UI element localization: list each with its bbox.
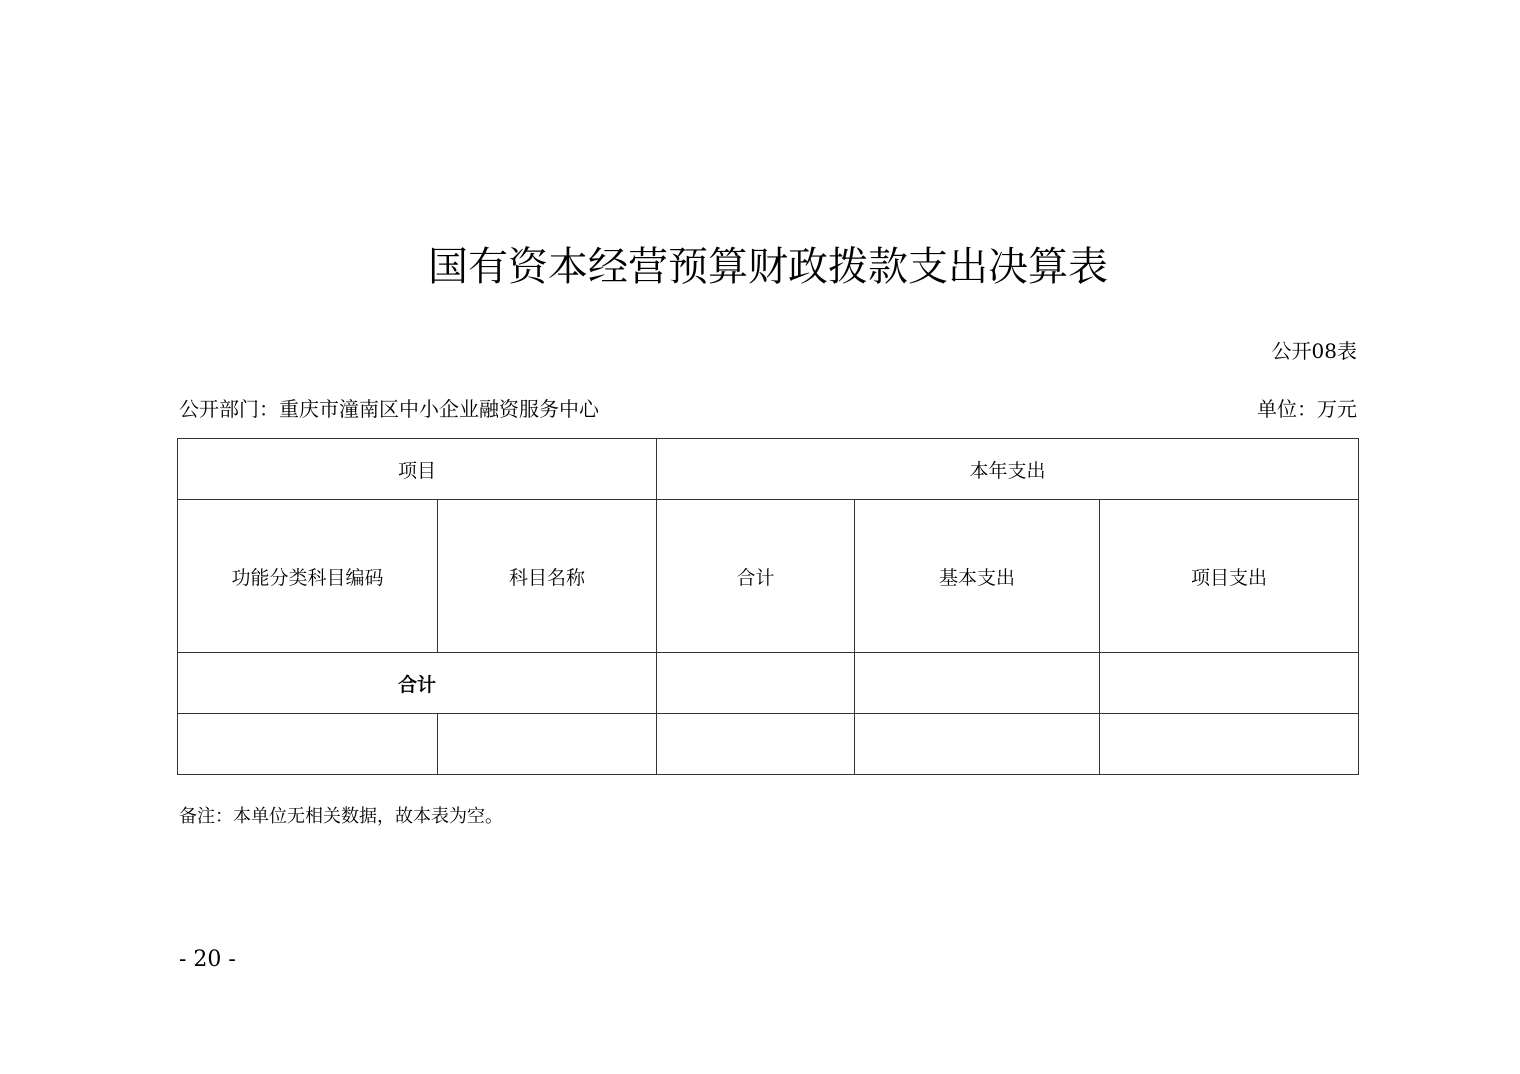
row-subject-name xyxy=(438,714,657,775)
unit-label: 单位：万元 xyxy=(1257,397,1357,421)
total-row-basic xyxy=(855,653,1100,714)
document-title: 国有资本经营预算财政拨款支出决算表 xyxy=(428,244,1108,290)
page-number: - 20 - xyxy=(179,947,236,972)
header-basic-expenditure: 基本支出 xyxy=(855,500,1100,653)
total-row-project xyxy=(1100,653,1359,714)
row-basic-expenditure xyxy=(855,714,1100,775)
table-row xyxy=(178,714,1359,775)
department-label: 公开部门：重庆市潼南区中小企业融资服务中心 xyxy=(179,397,599,421)
header-current-year-expenditure: 本年支出 xyxy=(657,439,1359,500)
footnote: 备注：本单位无相关数据，故本表为空。 xyxy=(179,806,503,827)
row-project-expenditure xyxy=(1100,714,1359,775)
expenditure-table xyxy=(177,438,1359,775)
total-row-total xyxy=(657,653,855,714)
header-function-code: 功能分类科目编码 xyxy=(178,500,438,653)
table-header-row-columns xyxy=(178,500,1359,653)
header-item: 项目 xyxy=(178,439,657,500)
header-total: 合计 xyxy=(657,500,855,653)
table-number: 公开08表 xyxy=(1271,339,1357,363)
header-subject-name: 科目名称 xyxy=(438,500,657,653)
table-total-row xyxy=(178,653,1359,714)
row-function-code xyxy=(178,714,438,775)
total-row-label: 合计 xyxy=(178,653,657,714)
header-project-expenditure: 项目支出 xyxy=(1100,500,1359,653)
table-header-row-group xyxy=(178,439,1359,500)
row-total xyxy=(657,714,855,775)
